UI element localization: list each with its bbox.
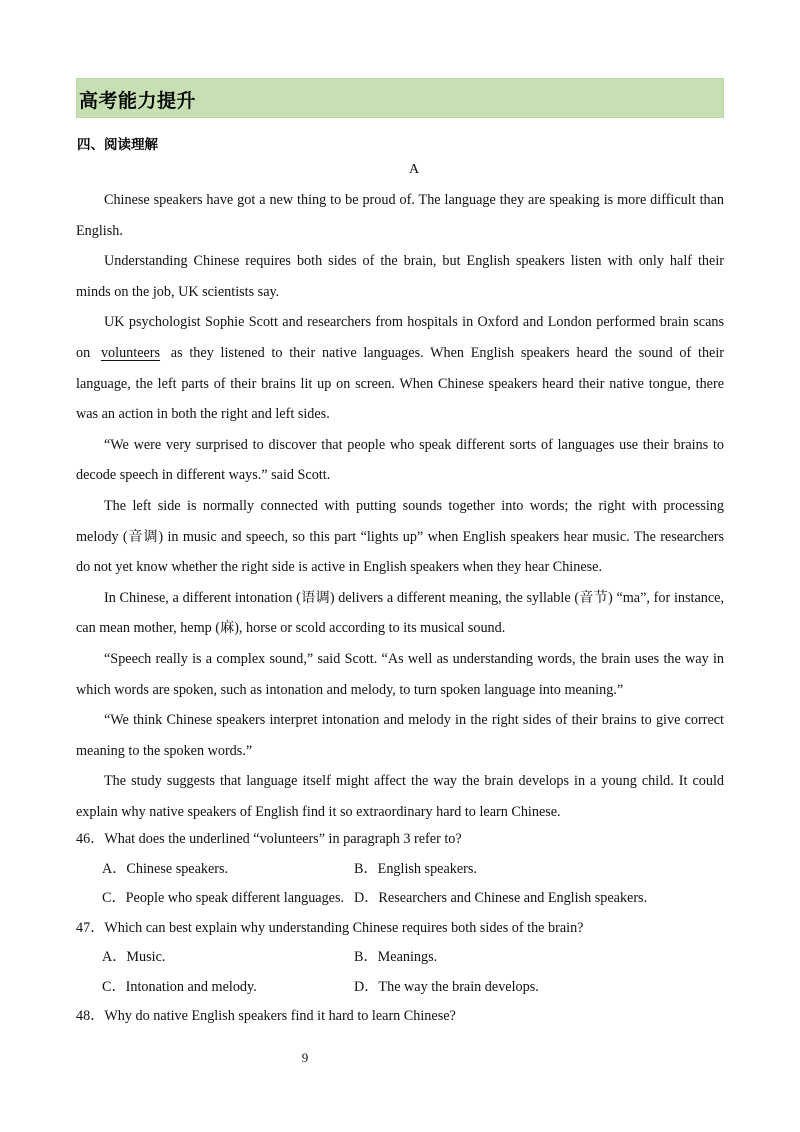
question-47-option-a[interactable]: A．Music. [102,949,166,965]
question-48-stem: 48．Why do native English speakers find it hard to learn Chinese? [76,1008,456,1024]
paragraph-3-text-after: as they listened to their native languages. When English speakers heard the sound of their language, the left parts of their brains lit up on screen. When Chinese speakers heard their native tongue, there was an action in both the right and left sides. [76,344,724,423]
banner-title: 高考能力提升 [79,90,197,112]
passage-label: A [408,162,420,177]
question-47-stem: 47．Which can best explain why understanding Chinese requires both sides of the brain? [76,919,584,936]
question-47-options [76,943,724,1002]
passage-paragraph-7: “Speech really is a complex sound,” said Scott. “As well as understanding words, the brain uses the way in which words are spoken, such as intonation and melody, to turn spoken language into meaning.” [76,650,724,698]
passage-paragraph-6: In Chinese, a different intonation (语调) delivers a different meaning, the syllable (音节) “ma”, for instance, can mean mother, hemp (麻), horse or scold according to its musical sound. [76,589,724,637]
question-47-option-c[interactable]: C．Intonation and melody. [102,978,257,995]
question-46-option-c[interactable]: C．People who speak different languages. [102,890,345,906]
passage-paragraph-5: The left side is normally connected with putting sounds together into words; the right with processing melody (音调) in music and speech, so this part “lights up” when English speakers hear music. The researchers do not yet know whether the right side is active in English speakers when they hear Chinese. [76,497,724,576]
reading-passage [76,185,724,827]
passage-paragraph-3 [76,307,724,429]
section-title: 四、阅读理解 [77,137,158,153]
question-46-options [76,855,724,914]
question-list [76,825,724,1032]
paragraph-3-text-before: UK psychologist Sophie Scott and researchers from hospitals in Oxford and London performed brain scans on [76,314,724,361]
section-banner [76,78,724,118]
page-number: 9 [301,1050,309,1065]
question-46-option-b[interactable]: B．English speakers. [354,860,477,877]
question-46-stem: 46．What does the underlined “volunteers” in paragraph 3 refer to? [76,831,462,847]
passage-paragraph-2: Understanding Chinese requires both sides of the brain, but English speakers listen with only half their minds on the job, UK scientists say. [76,253,724,300]
passage-paragraph-4: “We were very surprised to discover that people who speak different sorts of languages use their brains to decode speech in different ways.” said Scott. [76,436,724,484]
passage-paragraph-8: “We think Chinese speakers interpret intonation and melody in the right sides of their brains to give correct meaning to the spoken words.” [76,712,724,759]
underlined-word-volunteers: volunteers [100,344,161,361]
question-46-option-a[interactable]: A．Chinese speakers. [102,860,229,877]
passage-paragraph-9: The study suggests that language itself might affect the way the brain develops in a young child. It could explain why native speakers of English find it so extraordinary hard to learn Chinese. [76,773,724,820]
passage-paragraph-1: Chinese speakers have got a new thing to be proud of. The language they are speaking is more difficult than English. [76,192,724,239]
question-47-option-b[interactable]: B．Meanings. [354,949,438,965]
question-47-option-d[interactable]: D．The way the brain develops. [354,978,539,995]
question-46-option-d[interactable]: D．Researchers and Chinese and English speakers. [354,890,648,906]
